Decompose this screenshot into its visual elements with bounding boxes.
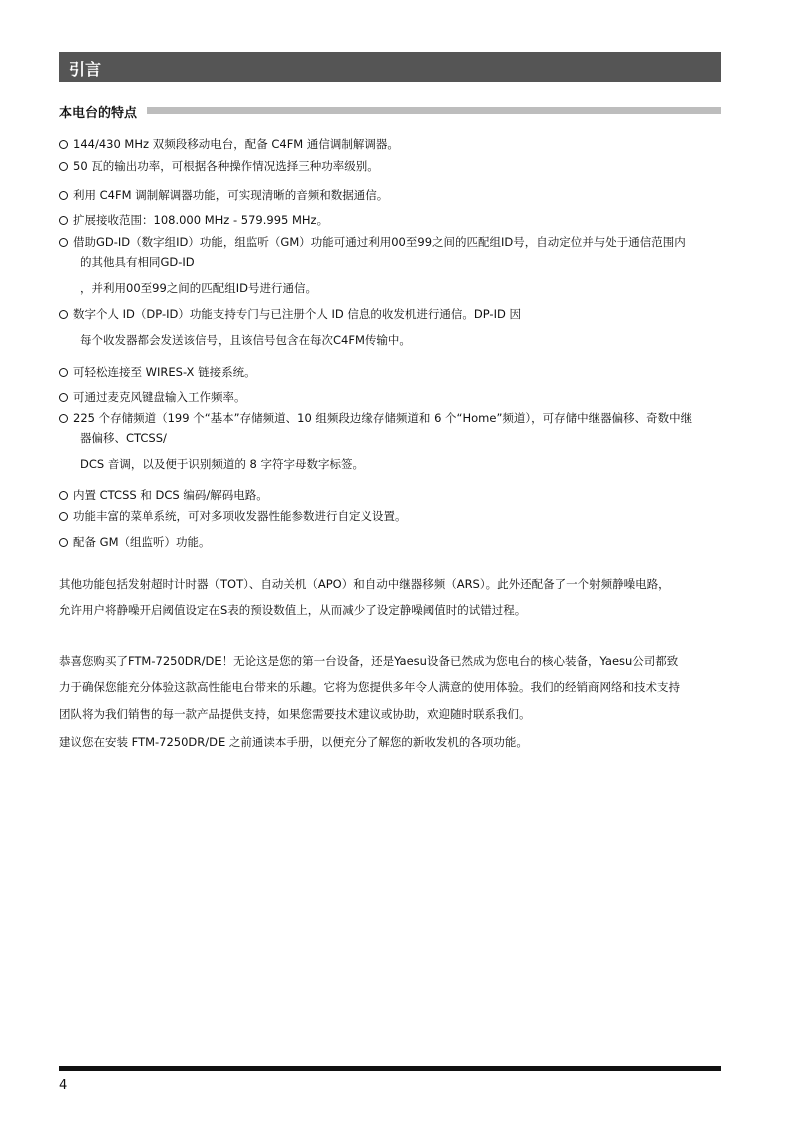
list-item xyxy=(59,135,721,154)
section-header xyxy=(59,102,721,121)
list-item xyxy=(59,157,721,176)
circle-bullet-icon xyxy=(59,414,68,423)
list-item-continuation: 每个收发器都会发送该信号，且该信号包含在每次C4FM传输中。 xyxy=(80,333,411,347)
paragraph-line: 建议您在安装 FTM-7250DR/DE 之前通读本手册，以便充分了解您的新收发机的各项功能。 xyxy=(59,735,528,749)
circle-bullet-icon xyxy=(59,538,68,547)
page-number: 4 xyxy=(59,1078,68,1093)
section-rule xyxy=(147,107,721,114)
list-item xyxy=(59,233,721,252)
list-item-text: 数字个人 ID（DP-ID）功能支持专门与已注册个人 ID 信息的收发机进行通信。DP-ID 因 xyxy=(73,307,521,321)
page-title: 引言 xyxy=(69,60,102,79)
list-item-text: 可通过麦克风键盘输入工作频率。 xyxy=(73,390,246,404)
list-item-continuation: ，并利用00至99之间的匹配组ID号进行通信。 xyxy=(80,281,318,295)
paragraph-line: 允许用户将静噪开启阈值设定在S表的预设数值上，从而减少了设定静噪阈值时的试错过程。 xyxy=(59,603,527,617)
list-item-text: 功能丰富的菜单系统，可对多项收发器性能参数进行自定义设置。 xyxy=(73,509,407,523)
list-item-text: 50 瓦的输出功率，可根据各种操作情况选择三种功率级别。 xyxy=(73,159,379,173)
list-item xyxy=(59,388,721,407)
list-item-continuation: 的其他具有相同GD-ID xyxy=(80,255,195,269)
list-item-text: 144/430 MHz 双频段移动电台，配备 C4FM 通信调制解调器。 xyxy=(73,137,399,151)
list-item-continuation: 器偏移、CTCSS/ xyxy=(80,431,167,445)
list-item xyxy=(59,409,721,428)
list-item xyxy=(59,507,721,526)
list-item-text: 配备 GM（组监听）功能。 xyxy=(73,535,211,549)
list-item xyxy=(59,186,721,205)
circle-bullet-icon xyxy=(59,368,68,377)
list-item-text: 225 个存储频道（199 个“基本”存储频道、10 组频段边缘存储频道和 6 个“Home”频道），可存储中继器偏移、奇数中继 xyxy=(73,411,693,425)
list-item-text: 可轻松连接至 WIRES-X 链接系统。 xyxy=(73,365,256,379)
paragraph-line: 恭喜您购买了FTM-7250DR/DE！无论这是您的第一台设备，还是Yaesu设备已然成为您电台的核心装备，Yaesu公司都致 xyxy=(59,654,679,668)
circle-bullet-icon xyxy=(59,162,68,171)
circle-bullet-icon xyxy=(59,512,68,521)
list-item xyxy=(59,363,721,382)
circle-bullet-icon xyxy=(59,216,68,225)
paragraph-line: 力于确保您能充分体验这款高性能电台带来的乐趣。它将为您提供多年令人满意的使用体验。我们的经销商网络和技术支持 xyxy=(59,680,680,694)
list-item-text: 扩展接收范围：108.000 MHz - 579.995 MHz。 xyxy=(73,213,329,227)
list-item-text: 利用 C4FM 调制解调器功能，可实现清晰的音频和数据通信。 xyxy=(73,188,389,202)
list-item-text: 借助GD-ID（数字组ID）功能，组监听（GM）功能可通过利用00至99之间的匹配组ID号，自动定位并与处于通信范围内 xyxy=(73,235,686,249)
list-item-text: 内置 CTCSS 和 DCS 编码/解码电路。 xyxy=(73,488,268,502)
footer-rule xyxy=(59,1066,721,1071)
circle-bullet-icon xyxy=(59,140,68,149)
section-title: 本电台的特点 xyxy=(59,102,141,121)
list-item xyxy=(59,486,721,505)
list-item-continuation: DCS 音调，以及便于识别频道的 8 字符字母数字标签。 xyxy=(80,457,364,471)
circle-bullet-icon xyxy=(59,191,68,200)
circle-bullet-icon xyxy=(59,393,68,402)
paragraph-line: 其他功能包括发射超时计时器（TOT）、自动关机（APO）和自动中继器移频（ARS）。此外还配备了一个射频静噪电路， xyxy=(59,577,670,591)
header-bar xyxy=(59,52,721,82)
list-item xyxy=(59,533,721,552)
circle-bullet-icon xyxy=(59,491,68,500)
list-item xyxy=(59,305,721,324)
list-item xyxy=(59,211,721,230)
circle-bullet-icon xyxy=(59,238,68,247)
circle-bullet-icon xyxy=(59,310,68,319)
paragraph-line: 团队将为我们销售的每一款产品提供支持，如果您需要技术建议或协助，欢迎随时联系我们。 xyxy=(59,707,531,721)
